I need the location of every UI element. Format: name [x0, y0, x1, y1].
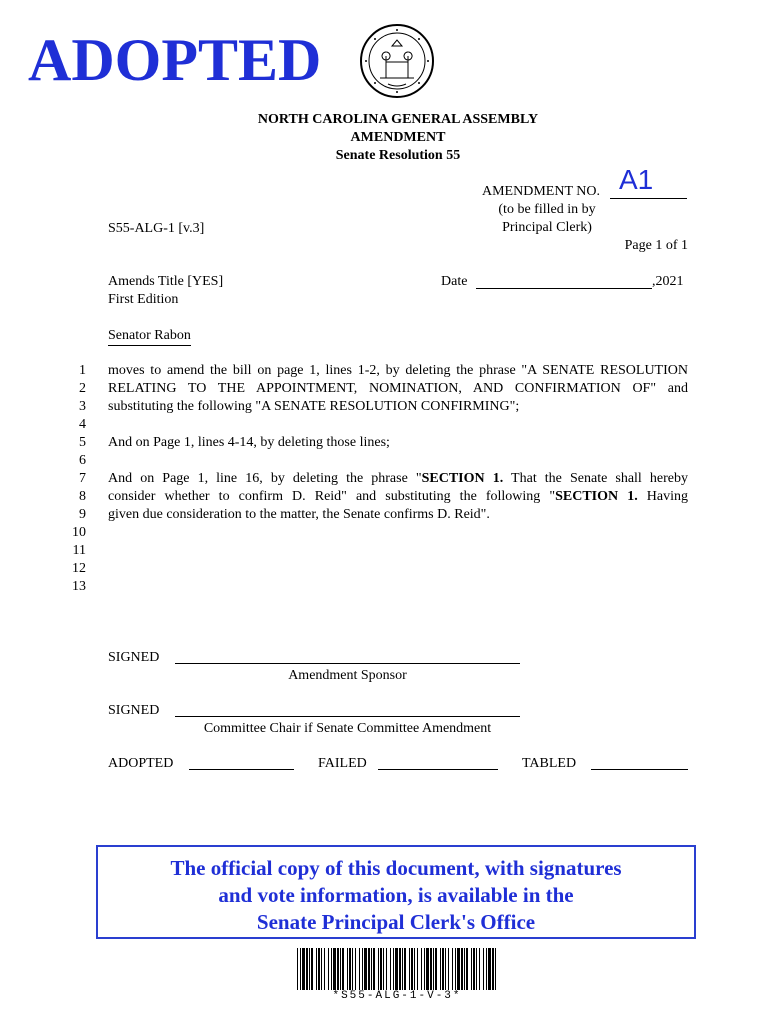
- tabled-label: TABLED: [522, 756, 577, 771]
- barcode-bar: [495, 948, 496, 990]
- barcode-bar: [349, 948, 351, 990]
- barcode-bar: [452, 948, 453, 990]
- barcode-bar: [393, 948, 394, 990]
- barcode-bar: [426, 948, 429, 990]
- notice-line-3: Senate Principal Clerk's Office: [256, 910, 536, 934]
- barcode-bar: [390, 948, 391, 990]
- barcode-bar: [435, 948, 437, 990]
- resolution-heading: Senate Resolution 55: [335, 148, 461, 163]
- barcode-bar: [399, 948, 401, 990]
- amendment-note-1: (to be filled in by: [498, 202, 596, 217]
- barcode-bar: [417, 948, 418, 990]
- barcode-bar: [421, 948, 422, 990]
- edition: First Edition: [108, 292, 179, 307]
- barcode-bar: [471, 948, 472, 990]
- barcode-bar: [355, 948, 356, 990]
- line-number: 10: [72, 525, 86, 540]
- barcode-bar: [297, 948, 298, 990]
- barcode-bar: [324, 948, 325, 990]
- barcode-icon: [297, 948, 497, 990]
- barcode-bar: [414, 948, 415, 990]
- section-ref-1: SECTION 1.: [421, 471, 504, 486]
- barcode-bar: [316, 948, 317, 990]
- barcode-bar: [411, 948, 413, 990]
- barcode-bar: [368, 948, 370, 990]
- barcode-bar: [380, 948, 382, 990]
- barcode-bar: [337, 948, 339, 990]
- body-line-8: [108, 488, 688, 506]
- body-line-8-c: Having: [637, 489, 688, 504]
- barcode-bar: [386, 948, 387, 990]
- barcode-bar: [364, 948, 367, 990]
- state-seal-icon: [358, 22, 436, 100]
- line-number: 3: [79, 399, 86, 414]
- body-line-9: given due consideration to the matter, the Senate confirms D. Reid".: [108, 507, 490, 522]
- amendment-note-2: Principal Clerk): [502, 220, 592, 235]
- barcode-bar: [442, 948, 444, 990]
- barcode-bar: [455, 948, 456, 990]
- notice-line-1: The official copy of this document, with signatures: [170, 856, 622, 880]
- body-line-7-c: That the Senate shall hereby: [503, 471, 688, 486]
- amendment-heading: AMENDMENT: [350, 130, 446, 145]
- barcode-bar: [309, 948, 310, 990]
- barcode-bar: [464, 948, 465, 990]
- line-number: 1: [79, 363, 86, 378]
- signed-label-1: SIGNED: [108, 650, 160, 665]
- barcode-bar: [492, 948, 494, 990]
- barcode-bar: [340, 948, 341, 990]
- barcode-bar: [347, 948, 348, 990]
- barcode-bar: [483, 948, 484, 990]
- barcode-bar: [342, 948, 344, 990]
- official-copy-notice: [96, 845, 696, 939]
- failed-label: FAILED: [318, 756, 367, 771]
- body-line-7-a: And on Page 1, line 16, by deleting the phrase ": [108, 471, 422, 486]
- barcode-bar: [378, 948, 379, 990]
- barcode-bar: [300, 948, 301, 990]
- chair-signature-line: [175, 716, 520, 717]
- barcode-bar: [383, 948, 384, 990]
- amends-title: Amends Title [YES]: [108, 274, 224, 289]
- barcode-bar: [479, 948, 480, 990]
- adopted-line: [189, 769, 294, 770]
- barcode-bar: [318, 948, 320, 990]
- amendment-no-line: [610, 198, 687, 199]
- line-number: 6: [79, 453, 86, 468]
- barcode-bar: [328, 948, 329, 990]
- barcode-bar: [473, 948, 475, 990]
- failed-line: [378, 769, 498, 770]
- barcode-bar: [486, 948, 487, 990]
- notice-line-2: and vote information, is available in the: [218, 883, 574, 907]
- line-number: 9: [79, 507, 86, 522]
- assembly-heading: NORTH CAROLINA GENERAL ASSEMBLY: [257, 112, 539, 127]
- barcode-bar: [371, 948, 372, 990]
- body-line-7: [108, 470, 688, 488]
- barcode-bar: [321, 948, 322, 990]
- barcode-bar: [457, 948, 460, 990]
- chair-caption: Committee Chair if Senate Committee Amendment: [203, 721, 492, 736]
- barcode-bar: [433, 948, 434, 990]
- line-number: 13: [72, 579, 86, 594]
- barcode-bar: [448, 948, 449, 990]
- barcode-bar: [352, 948, 353, 990]
- line-number: 8: [79, 489, 86, 504]
- senator-name: [108, 327, 191, 346]
- barcode-bar: [362, 948, 363, 990]
- barcode-bar: [430, 948, 432, 990]
- date-label: Date: [441, 274, 468, 289]
- barcode-bar: [440, 948, 441, 990]
- barcode-bar: [311, 948, 313, 990]
- body-line-1: moves to amend the bill on page 1, lines 1-2, by deleting the phrase "A SENATE RESOLUTION: [108, 363, 688, 378]
- barcode-bar: [395, 948, 398, 990]
- date-year: ,2021: [652, 274, 684, 289]
- barcode-bar: [445, 948, 446, 990]
- barcode-bar: [476, 948, 477, 990]
- barcode-bar: [409, 948, 410, 990]
- document-id: S55-ALG-1 [v.3]: [108, 221, 205, 236]
- line-number: 12: [72, 561, 86, 576]
- signed-label-2: SIGNED: [108, 703, 160, 718]
- tabled-line: [591, 769, 688, 770]
- body-line-5: And on Page 1, lines 4-14, by deleting those lines;: [108, 435, 390, 450]
- sponsor-signature-line: [175, 663, 520, 664]
- line-number: 7: [79, 471, 86, 486]
- barcode-bar: [331, 948, 332, 990]
- body-line-8-a: consider whether to confirm D. Reid" and substituting the following ": [108, 489, 556, 504]
- sponsor-caption: Amendment Sponsor: [288, 668, 407, 683]
- line-number: 5: [79, 435, 86, 450]
- line-number: 11: [72, 543, 86, 558]
- page-indicator: Page 1 of 1: [624, 238, 688, 253]
- adopted-label: ADOPTED: [108, 756, 174, 771]
- barcode-bar: [424, 948, 425, 990]
- barcode-bar: [404, 948, 406, 990]
- barcode-bar: [488, 948, 491, 990]
- amendment-no-value: A1: [619, 164, 654, 195]
- barcode-bar: [373, 948, 375, 990]
- amendment-no-label: AMENDMENT NO.: [482, 184, 600, 199]
- body-line-2: RELATING TO THE APPOINTMENT, NOMINATION, AND CONFIRMATION OF" and: [108, 381, 688, 396]
- barcode-bar: [461, 948, 463, 990]
- barcode-bar: [333, 948, 336, 990]
- senator-name-text: Senator Rabon: [108, 327, 191, 346]
- barcode-bar: [466, 948, 468, 990]
- line-number: 2: [79, 381, 86, 396]
- adopted-stamp: ADOPTED: [28, 27, 322, 93]
- section-ref-2: SECTION 1.: [555, 489, 638, 504]
- barcode-bar: [302, 948, 305, 990]
- body-line-3: substituting the following "A SENATE RESOLUTION CONFIRMING";: [108, 399, 520, 414]
- line-number: 4: [79, 417, 86, 432]
- barcode-bar: [402, 948, 403, 990]
- barcode-bar: [359, 948, 360, 990]
- date-line: [476, 288, 652, 289]
- barcode-bar: [306, 948, 308, 990]
- barcode-text: *S55-ALG-1-V-3*: [332, 990, 462, 1002]
